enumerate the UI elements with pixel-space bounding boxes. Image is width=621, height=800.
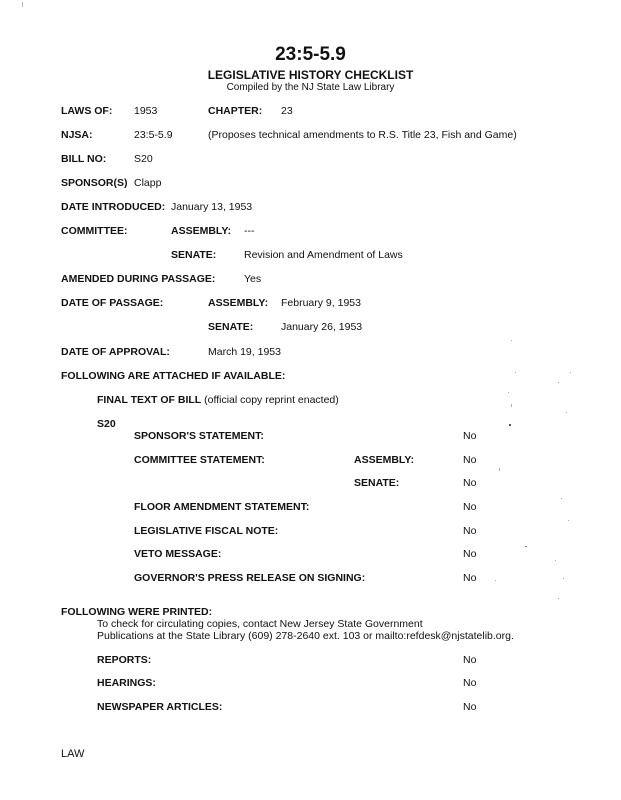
passage-senate-label: SENATE: xyxy=(208,321,254,333)
scan-speck xyxy=(568,520,569,521)
committee-senate-value: Revision and Amendment of Laws xyxy=(244,249,403,261)
scan-speck xyxy=(511,404,512,407)
sponsor-value: Clapp xyxy=(134,177,162,189)
printed-heading: FOLLOWING WERE PRINTED: xyxy=(61,606,213,618)
scan-speck xyxy=(561,498,562,499)
passage-senate-value: January 26, 1953 xyxy=(281,321,363,333)
approval-label: DATE OF APPROVAL: xyxy=(61,346,170,358)
scan-speck xyxy=(515,372,516,373)
amended-label: AMENDED DURING PASSAGE: xyxy=(61,273,216,285)
sponsor-label: SPONSOR(S) xyxy=(61,177,128,189)
passage-label: DATE OF PASSAGE: xyxy=(61,297,164,309)
scan-speck xyxy=(499,468,500,471)
floor-amendment-label: FLOOR AMENDMENT STATEMENT: xyxy=(134,501,310,513)
njsa-label: NJSA: xyxy=(61,129,93,141)
fiscal-note-value: No xyxy=(463,525,477,537)
scan-speck xyxy=(22,2,23,7)
reports-value: No xyxy=(463,654,477,666)
attached-bill-number: S20 xyxy=(97,418,116,430)
amended-value: Yes xyxy=(244,273,262,285)
njsa-value: 23:5-5.9 xyxy=(134,129,173,141)
committee-statement-senate-label: SENATE: xyxy=(354,477,400,489)
committee-assembly-label: ASSEMBLY: xyxy=(171,225,232,237)
reports-label: REPORTS: xyxy=(97,654,152,666)
chapter-label: CHAPTER: xyxy=(208,105,263,117)
press-release-label: GOVERNOR'S PRESS RELEASE ON SIGNING: xyxy=(134,572,366,584)
date-introduced-label: DATE INTRODUCED: xyxy=(61,201,166,213)
final-text-note: (official copy reprint enacted) xyxy=(204,394,339,406)
passage-assembly-label: ASSEMBLY: xyxy=(208,297,269,309)
scan-speck xyxy=(508,392,509,393)
hearings-value: No xyxy=(463,677,477,689)
bill-no-value: S20 xyxy=(134,153,153,165)
scan-speck xyxy=(558,382,559,383)
scan-speck xyxy=(566,412,567,413)
approval-value: March 19, 1953 xyxy=(208,346,281,358)
document-title: 23:5-5.9 xyxy=(275,44,346,65)
scan-speck xyxy=(509,424,511,426)
floor-amendment-value: No xyxy=(463,501,477,513)
scan-speck xyxy=(555,560,556,561)
veto-message-value: No xyxy=(463,548,477,560)
scan-speck xyxy=(525,546,527,547)
scan-speck xyxy=(563,578,564,579)
laws-of-label: LAWS OF: xyxy=(61,105,113,117)
footer-text: LAW xyxy=(61,748,85,760)
scan-speck xyxy=(570,372,571,373)
final-text-line xyxy=(97,394,339,406)
chapter-value: 23 xyxy=(281,105,293,117)
committee-statement-senate-value: No xyxy=(463,477,477,489)
passage-assembly-value: February 9, 1953 xyxy=(281,297,361,309)
final-text-label: FINAL TEXT OF BILL xyxy=(97,394,202,406)
committee-statement-label: COMMITTEE STATEMENT: xyxy=(134,454,265,466)
committee-senate-label: SENATE: xyxy=(171,249,217,261)
njsa-description: (Proposes technical amendments to R.S. Title 23, Fish and Game) xyxy=(208,129,517,141)
veto-message-label: VETO MESSAGE: xyxy=(134,548,222,560)
scan-speck xyxy=(511,340,512,341)
laws-of-value: 1953 xyxy=(134,105,158,117)
committee-statement-assembly-label: ASSEMBLY: xyxy=(354,454,415,466)
sponsor-statement-value: No xyxy=(463,430,477,442)
committee-statement-assembly-value: No xyxy=(463,454,477,466)
newspaper-label: NEWSPAPER ARTICLES: xyxy=(97,701,223,713)
date-introduced-value: January 13, 1953 xyxy=(171,201,253,213)
scan-speck xyxy=(495,580,496,581)
fiscal-note-label: LEGISLATIVE FISCAL NOTE: xyxy=(134,525,279,537)
printed-note-line-2: Publications at the State Library (609) 278-2640 ext. 103 or mailto:refdesk@njstatelib.org. xyxy=(97,630,514,642)
attached-heading: FOLLOWING ARE ATTACHED IF AVAILABLE: xyxy=(61,370,286,382)
committee-label: COMMITTEE: xyxy=(61,225,128,237)
hearings-label: HEARINGS: xyxy=(97,677,156,689)
printed-note-line-1: To check for circulating copies, contact New Jersey State Government xyxy=(97,618,423,630)
scan-speck xyxy=(558,598,559,599)
compiled-by-line: Compiled by the NJ State Law Library xyxy=(226,82,395,93)
document-subtitle: LEGISLATIVE HISTORY CHECKLIST xyxy=(207,68,414,82)
press-release-value: No xyxy=(463,572,477,584)
committee-assembly-value: --- xyxy=(244,225,255,237)
bill-no-label: BILL NO: xyxy=(61,153,107,165)
sponsor-statement-label: SPONSOR'S STATEMENT: xyxy=(134,430,264,442)
newspaper-value: No xyxy=(463,701,477,713)
